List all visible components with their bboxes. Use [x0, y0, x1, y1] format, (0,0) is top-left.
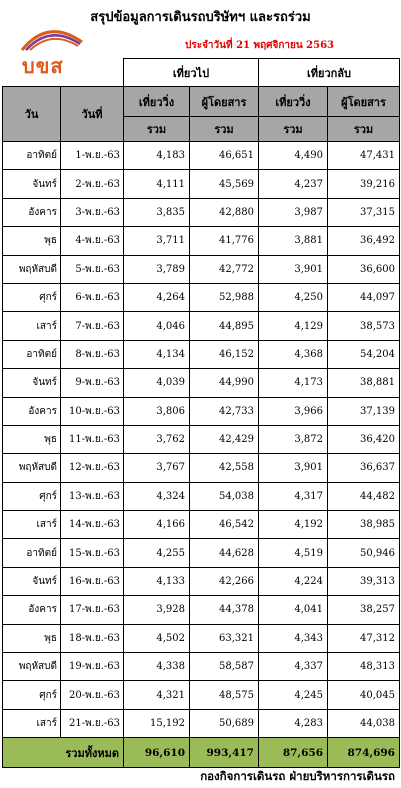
return-trips-cell: 4,129: [259, 312, 328, 340]
outbound-trips-cell: 3,806: [124, 397, 190, 425]
outbound-trips-cell: 3,835: [124, 198, 190, 226]
header-blank: [3, 59, 124, 87]
day-cell: อาทิตย์: [3, 539, 61, 567]
return-trips-cell: 3,872: [259, 425, 328, 453]
outbound-trips-cell: 4,324: [124, 482, 190, 510]
trip-summary-table: [2, 58, 400, 768]
page-title: สรุปข้อมูลการเดินรถบริษัทฯ และรถร่วม: [90, 10, 311, 25]
outbound-trips-cell: 4,255: [124, 539, 190, 567]
day-cell: พฤหัสบดี: [3, 454, 61, 482]
return-trips-cell: 4,237: [259, 170, 328, 198]
day-cell: อังคาร: [3, 198, 61, 226]
outbound-passengers-cell: 44,895: [190, 312, 259, 340]
day-cell: ศุกร์: [3, 681, 61, 709]
outbound-trips-cell: 4,133: [124, 567, 190, 595]
return-passengers-cell: 37,315: [328, 198, 400, 226]
return-trips-cell: 4,283: [259, 709, 328, 737]
table-row: [3, 681, 400, 709]
table-row: [3, 709, 400, 737]
return-passengers-cell: 38,985: [328, 511, 400, 539]
day-cell: พุธ: [3, 425, 61, 453]
table-row: [3, 312, 400, 340]
outbound-passengers-cell: 54,038: [190, 482, 259, 510]
return-trips-cell: 4,490: [259, 142, 328, 170]
date-cell: 15-พ.ย.-63: [61, 539, 124, 567]
day-cell: ศุกร์: [3, 482, 61, 510]
table-row: [3, 397, 400, 425]
return-passengers-header: ผู้โดยสาร: [328, 87, 400, 117]
outbound-passengers-cell: 58,587: [190, 653, 259, 681]
outbound-trips-cell: 3,767: [124, 454, 190, 482]
return-trips-sum-label: รวม: [259, 117, 328, 142]
date-cell: 8-พ.ย.-63: [61, 340, 124, 368]
outbound-passengers-cell: 42,558: [190, 454, 259, 482]
outbound-passengers-cell: 50,689: [190, 709, 259, 737]
table-row: [3, 653, 400, 681]
return-passengers-cell: 47,312: [328, 624, 400, 652]
return-trips-cell: 4,041: [259, 596, 328, 624]
return-passengers-cell: 47,431: [328, 142, 400, 170]
total-return-trips: 87,656: [259, 738, 328, 768]
logo-text: บขส: [22, 54, 64, 78]
return-passengers-cell: 38,257: [328, 596, 400, 624]
day-cell: เสาร์: [3, 709, 61, 737]
table-row: [3, 624, 400, 652]
day-column-header: วัน: [3, 87, 61, 142]
day-cell: พฤหัสบดี: [3, 255, 61, 283]
return-passengers-cell: 54,204: [328, 340, 400, 368]
return-passengers-cell: 36,492: [328, 227, 400, 255]
column-header-row: [3, 87, 400, 117]
return-passengers-cell: 36,420: [328, 425, 400, 453]
table-row: [3, 539, 400, 567]
outbound-passengers-cell: 45,569: [190, 170, 259, 198]
total-outbound-passengers: 993,417: [190, 738, 259, 768]
outbound-trips-cell: 4,264: [124, 283, 190, 311]
table-row: [3, 567, 400, 595]
outbound-trips-sum-label: รวม: [124, 117, 190, 142]
return-trips-cell: 4,173: [259, 369, 328, 397]
outbound-passengers-cell: 44,990: [190, 369, 259, 397]
return-trips-cell: 4,192: [259, 511, 328, 539]
outbound-group-header: เที่ยวไป: [124, 59, 259, 87]
outbound-trips-cell: 3,928: [124, 596, 190, 624]
date-cell: 16-พ.ย.-63: [61, 567, 124, 595]
return-passengers-cell: 38,573: [328, 312, 400, 340]
return-trips-cell: 4,337: [259, 653, 328, 681]
outbound-passengers-cell: 52,988: [190, 283, 259, 311]
return-trips-cell: 4,317: [259, 482, 328, 510]
day-cell: อังคาร: [3, 596, 61, 624]
outbound-trips-cell: 4,039: [124, 369, 190, 397]
return-trips-cell: 4,250: [259, 283, 328, 311]
date-cell: 5-พ.ย.-63: [61, 255, 124, 283]
outbound-passengers-sum-label: รวม: [190, 117, 259, 142]
date-cell: 11-พ.ย.-63: [61, 425, 124, 453]
date-cell: 10-พ.ย.-63: [61, 397, 124, 425]
return-passengers-cell: 40,045: [328, 681, 400, 709]
return-passengers-cell: 39,313: [328, 567, 400, 595]
outbound-trips-cell: 4,183: [124, 142, 190, 170]
outbound-passengers-cell: 41,776: [190, 227, 259, 255]
outbound-trips-cell: 3,711: [124, 227, 190, 255]
group-header-row: [3, 59, 400, 87]
return-passengers-cell: 37,139: [328, 397, 400, 425]
return-trips-cell: 4,368: [259, 340, 328, 368]
totals-row: [3, 738, 400, 768]
table-row: [3, 454, 400, 482]
day-cell: พฤหัสบดี: [3, 653, 61, 681]
outbound-trips-cell: 4,321: [124, 681, 190, 709]
outbound-passengers-cell: 46,651: [190, 142, 259, 170]
return-passengers-cell: 44,482: [328, 482, 400, 510]
day-cell: จันทร์: [3, 567, 61, 595]
return-passengers-cell: 38,881: [328, 369, 400, 397]
report-date: ประจำวันที่ 21 พฤศจิกายน 2563: [184, 40, 335, 51]
day-cell: เสาร์: [3, 312, 61, 340]
return-trips-header: เที่ยววิ่ง: [259, 87, 328, 117]
outbound-trips-cell: 4,046: [124, 312, 190, 340]
date-column-header: วันที่: [61, 87, 124, 142]
outbound-passengers-cell: 42,429: [190, 425, 259, 453]
return-passengers-cell: 36,600: [328, 255, 400, 283]
outbound-trips-header: เที่ยววิ่ง: [124, 87, 190, 117]
outbound-trips-cell: 3,789: [124, 255, 190, 283]
return-trips-cell: 3,901: [259, 454, 328, 482]
outbound-trips-cell: 3,762: [124, 425, 190, 453]
table-row: [3, 283, 400, 311]
outbound-passengers-cell: 48,575: [190, 681, 259, 709]
return-trips-cell: 4,519: [259, 539, 328, 567]
table-row: [3, 596, 400, 624]
outbound-passengers-header: ผู้โดยสาร: [190, 87, 259, 117]
date-cell: 3-พ.ย.-63: [61, 198, 124, 226]
table-row: [3, 170, 400, 198]
return-trips-cell: 3,987: [259, 198, 328, 226]
outbound-passengers-cell: 44,378: [190, 596, 259, 624]
table-row: [3, 482, 400, 510]
table-row: [3, 142, 400, 170]
return-passengers-cell: 39,216: [328, 170, 400, 198]
day-cell: ศุกร์: [3, 283, 61, 311]
day-cell: จันทร์: [3, 369, 61, 397]
outbound-passengers-cell: 42,733: [190, 397, 259, 425]
date-cell: 14-พ.ย.-63: [61, 511, 124, 539]
date-cell: 4-พ.ย.-63: [61, 227, 124, 255]
date-cell: 2-พ.ย.-63: [61, 170, 124, 198]
day-cell: เสาร์: [3, 511, 61, 539]
return-trips-cell: 3,901: [259, 255, 328, 283]
outbound-trips-cell: 4,502: [124, 624, 190, 652]
day-cell: อังคาร: [3, 397, 61, 425]
date-cell: 12-พ.ย.-63: [61, 454, 124, 482]
day-cell: พุธ: [3, 624, 61, 652]
date-cell: 21-พ.ย.-63: [61, 709, 124, 737]
date-cell: 17-พ.ย.-63: [61, 596, 124, 624]
date-cell: 1-พ.ย.-63: [61, 142, 124, 170]
return-trips-cell: 3,881: [259, 227, 328, 255]
date-cell: 13-พ.ย.-63: [61, 482, 124, 510]
table-row: [3, 340, 400, 368]
outbound-passengers-cell: 46,152: [190, 340, 259, 368]
day-cell: พุธ: [3, 227, 61, 255]
date-cell: 9-พ.ย.-63: [61, 369, 124, 397]
date-cell: 19-พ.ย.-63: [61, 653, 124, 681]
day-cell: จันทร์: [3, 170, 61, 198]
outbound-trips-cell: 4,111: [124, 170, 190, 198]
date-cell: 18-พ.ย.-63: [61, 624, 124, 652]
outbound-trips-cell: 15,192: [124, 709, 190, 737]
return-group-header: เที่ยวกลับ: [259, 59, 400, 87]
return-trips-cell: 4,343: [259, 624, 328, 652]
outbound-trips-cell: 4,166: [124, 511, 190, 539]
date-cell: 7-พ.ย.-63: [61, 312, 124, 340]
outbound-trips-cell: 4,134: [124, 340, 190, 368]
return-passengers-cell: 44,097: [328, 283, 400, 311]
return-passengers-cell: 48,313: [328, 653, 400, 681]
table-row: [3, 255, 400, 283]
outbound-passengers-cell: 63,321: [190, 624, 259, 652]
department-footer: กองกิจการเดินรถ ฝ่ายบริหารการเดินรถ: [200, 769, 395, 783]
table-row: [3, 511, 400, 539]
day-cell: อาทิตย์: [3, 340, 61, 368]
table-row: [3, 369, 400, 397]
date-cell: 20-พ.ย.-63: [61, 681, 124, 709]
return-trips-cell: 4,245: [259, 681, 328, 709]
table-row: [3, 198, 400, 226]
outbound-trips-cell: 4,338: [124, 653, 190, 681]
return-passengers-cell: 36,637: [328, 454, 400, 482]
totals-label: รวมทั้งหมด: [3, 738, 124, 768]
day-cell: อาทิตย์: [3, 142, 61, 170]
return-passengers-cell: 44,038: [328, 709, 400, 737]
outbound-passengers-cell: 42,266: [190, 567, 259, 595]
outbound-passengers-cell: 44,628: [190, 539, 259, 567]
return-trips-cell: 3,966: [259, 397, 328, 425]
date-cell: 6-พ.ย.-63: [61, 283, 124, 311]
return-trips-cell: 4,224: [259, 567, 328, 595]
return-passengers-sum-label: รวม: [328, 117, 400, 142]
outbound-passengers-cell: 42,880: [190, 198, 259, 226]
table-row: [3, 227, 400, 255]
total-return-passengers: 874,696: [328, 738, 400, 768]
outbound-passengers-cell: 46,542: [190, 511, 259, 539]
table-body: [3, 142, 400, 768]
table-row: [3, 425, 400, 453]
return-passengers-cell: 50,946: [328, 539, 400, 567]
total-outbound-trips: 96,610: [124, 738, 190, 768]
outbound-passengers-cell: 42,772: [190, 255, 259, 283]
